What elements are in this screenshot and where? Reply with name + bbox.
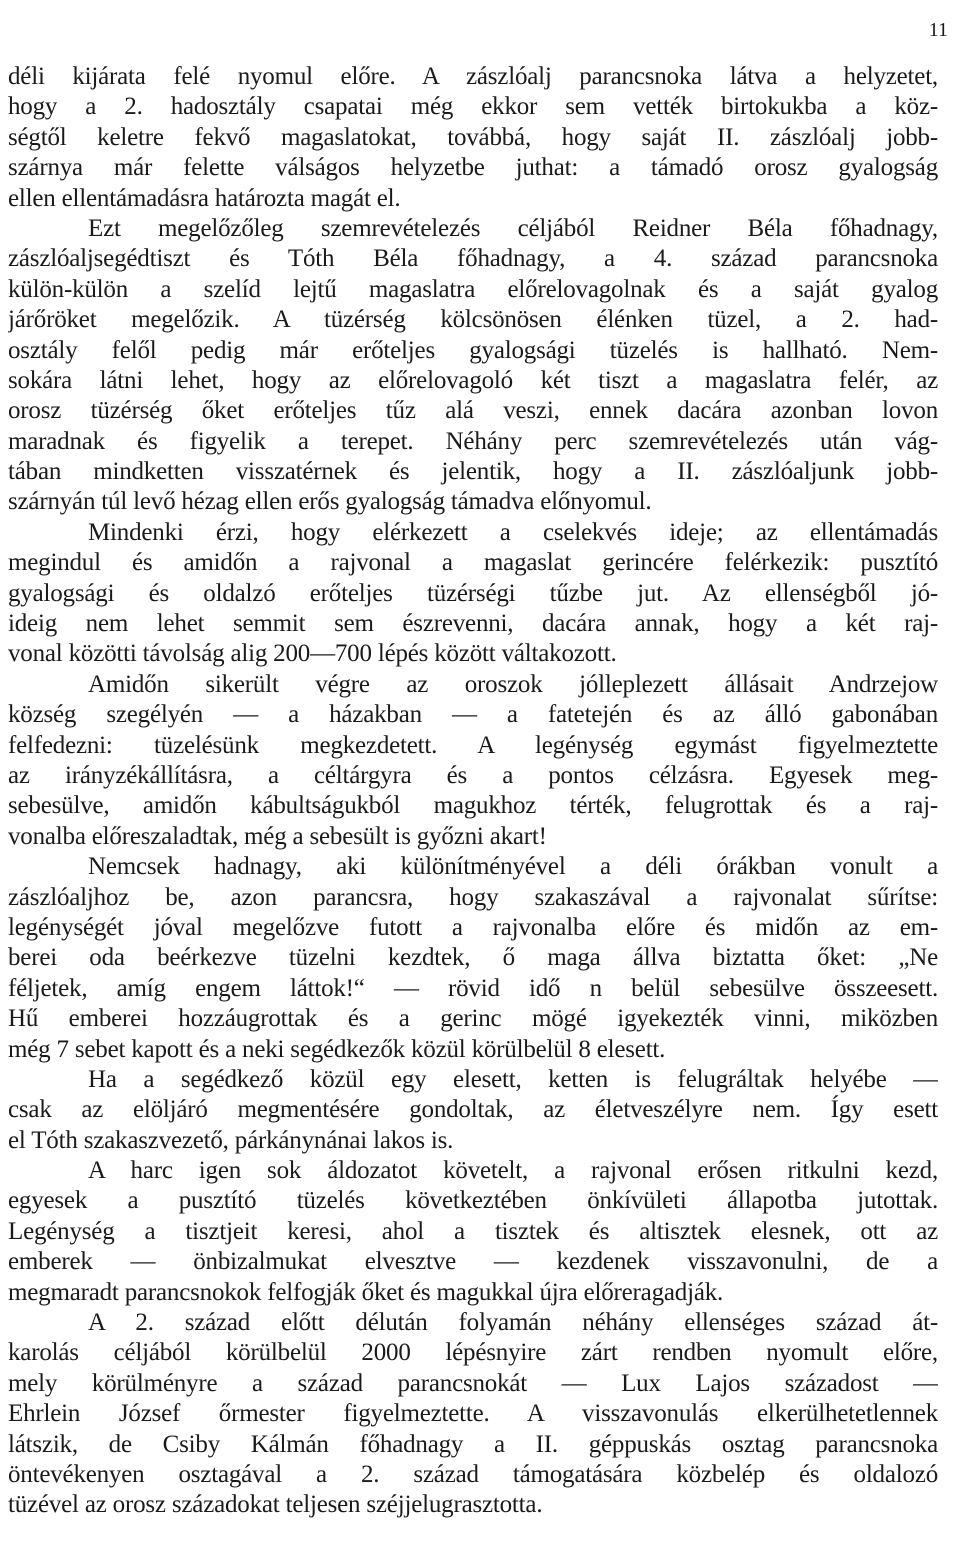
text-line: látszik, de Csiby Kálmán főhadnagy a II. géppuskás osztag parancsnoka xyxy=(8,1430,938,1458)
text-line: mely körülményre a század parancsnokát — Lux Lajos századost — xyxy=(8,1369,938,1397)
text-line: berei oda beérkezve tüzelni kezdtek, ő maga állva biztatta őket: „Ne xyxy=(8,944,938,972)
text-line: Ehrlein József őrmester figyelmeztette. A visszavonulás elkerülhetetlennek xyxy=(8,1400,938,1428)
text-line: orosz tüzérség őket erőteljes tűz alá veszi, ennek dacára azonban lovon xyxy=(8,397,938,425)
text-line: Ha a segédkező közül egy elesett, ketten is felugráltak helyébe — xyxy=(88,1065,938,1093)
text-line: A 2. század előtt délután folyamán néhány ellenséges század át- xyxy=(88,1309,938,1337)
text-line: felfedezni: tüzelésünk megkezdetett. A legénység egymást figyelmeztette xyxy=(8,731,938,759)
text-line: féljetek, amíg engem láttok!“ — rövid idő n belül sebesülve összeesett. xyxy=(8,974,938,1002)
text-line: csak az elöljáró megmentésére gondoltak, az életveszélyre nem. Így esett xyxy=(8,1096,938,1124)
text-line: A harc igen sok áldozatot követelt, a rajvonal erősen ritkulni kezd, xyxy=(88,1157,938,1185)
text-line: déli kijárata felé nyomul előre. A zászlóalj parancsnoka látva a helyzetet, xyxy=(8,63,938,90)
text-line: ideig nem lehet semmit sem észrevenni, dacára annak, hogy a két raj- xyxy=(8,610,938,638)
text-line: Legénység a tisztjeit keresi, ahol a tisztek és altisztek elesnek, ott az xyxy=(8,1217,938,1245)
text-line: község szegélyén — a házakban — a fatetején és az álló gabonában xyxy=(8,701,938,729)
text-line: sebesülve, amidőn kábultságukból magukhoz térték, felugrottak és a raj- xyxy=(8,792,938,820)
text-line: maradnak és figyelik a terepet. Néhány perc szemrevételezés után vág- xyxy=(8,427,938,455)
text-line: vonalba előreszaladtak, még a sebesült is győzni akart! xyxy=(8,822,547,850)
text-line: hogy a 2. hadosztály csapatai még ekkor sem vették birtokukba a köz- xyxy=(8,93,938,121)
text-line: el Tóth szakaszvezető, párkánynánai lakos is. xyxy=(8,1126,454,1154)
text-line: karolás céljából körülbelül 2000 lépésnyire zárt rendben nyomult előre, xyxy=(8,1339,938,1367)
page-number: 11 xyxy=(928,19,948,41)
text-line: zászlóaljhoz be, azon parancsra, hogy szakaszával a rajvonalat sűrítse: xyxy=(8,883,938,911)
text-line: sokára látni lehet, hogy az előrelovagoló két tiszt a magaslatra felér, az xyxy=(8,366,938,394)
text-line: öntevékenyen osztagával a 2. század támogatására közbelép és oldalozó xyxy=(8,1460,938,1488)
text-line: tüzével az orosz századokat teljesen széjjelugrasztotta. xyxy=(8,1491,543,1519)
text-line: Nemcsek hadnagy, aki különítményével a déli órákban vonult a xyxy=(88,853,938,881)
text-line: egyesek a pusztító tüzelés következtében önkívületi állapotba jutottak. xyxy=(8,1187,938,1215)
text-line: emberek — önbizalmukat elvesztve — kezdenek visszavonulni, de a xyxy=(8,1248,938,1276)
text-line: ségtől keletre fekvő magaslatokat, továbbá, hogy saját II. zászlóalj jobb- xyxy=(8,123,938,151)
text-line: gyalogsági és oldalzó erőteljes tüzérségi tűzbe jut. Az ellenségből jó- xyxy=(8,579,938,607)
body-text xyxy=(8,62,938,1521)
text-line: szárnyán túl levő hézag ellen erős gyalogság támadva előnyomul. xyxy=(8,488,652,516)
text-line: vonal közötti távolság alig 200—700 lépés között váltakozott. xyxy=(8,640,617,668)
text-line: megmaradt parancsnokok felfogják őket és magukkal újra előreragadják. xyxy=(8,1278,724,1306)
text-line: járőröket megelőzik. A tüzérség kölcsönösen élénken tüzel, a 2. had- xyxy=(8,306,938,334)
text-line: ellen ellentámadásra határozta magát el. xyxy=(8,184,401,212)
text-line: még 7 sebet kapott és a neki segédkezők közül körülbelül 8 elesett. xyxy=(8,1035,666,1063)
text-line: zászlóaljsegédtiszt és Tóth Béla főhadnagy, a 4. század parancsnoka xyxy=(8,245,938,273)
text-line: tában mindketten visszatérnek és jelentik, hogy a II. zászlóaljunk jobb- xyxy=(8,458,938,486)
text-line: Amidőn sikerült végre az oroszok jólleplezett állásait Andrzejow xyxy=(88,670,938,698)
text-line: Hű emberei hozzáugrottak és a gerinc mögé igyekezték vinni, miközben xyxy=(8,1005,938,1033)
text-line: Ezt megelőzőleg szemrevételezés céljából Reidner Béla főhadnagy, xyxy=(88,214,938,242)
text-line: megindul és amidőn a rajvonal a magaslat gerincére felérkezik: pusztító xyxy=(8,549,938,577)
text-line: külön-külön a szelíd lejtű magaslatra előrelovagolnak és a saját gyalog xyxy=(8,275,938,303)
text-line: osztály felől pedig már erőteljes gyalogsági tüzelés is hallható. Nem- xyxy=(8,336,938,364)
text-line: szárnya már felette válságos helyzetbe juthat: a támadó orosz gyalogság xyxy=(8,154,938,182)
text-line: legénységét jóval megelőzve futott a rajvonalba előre és midőn az em- xyxy=(8,913,938,941)
text-line: Mindenki érzi, hogy elérkezett a cselekvés ideje; az ellentámadás xyxy=(88,518,938,546)
text-line: az irányzékállításra, a céltárgyra és a pontos célzásra. Egyesek meg- xyxy=(8,761,938,789)
